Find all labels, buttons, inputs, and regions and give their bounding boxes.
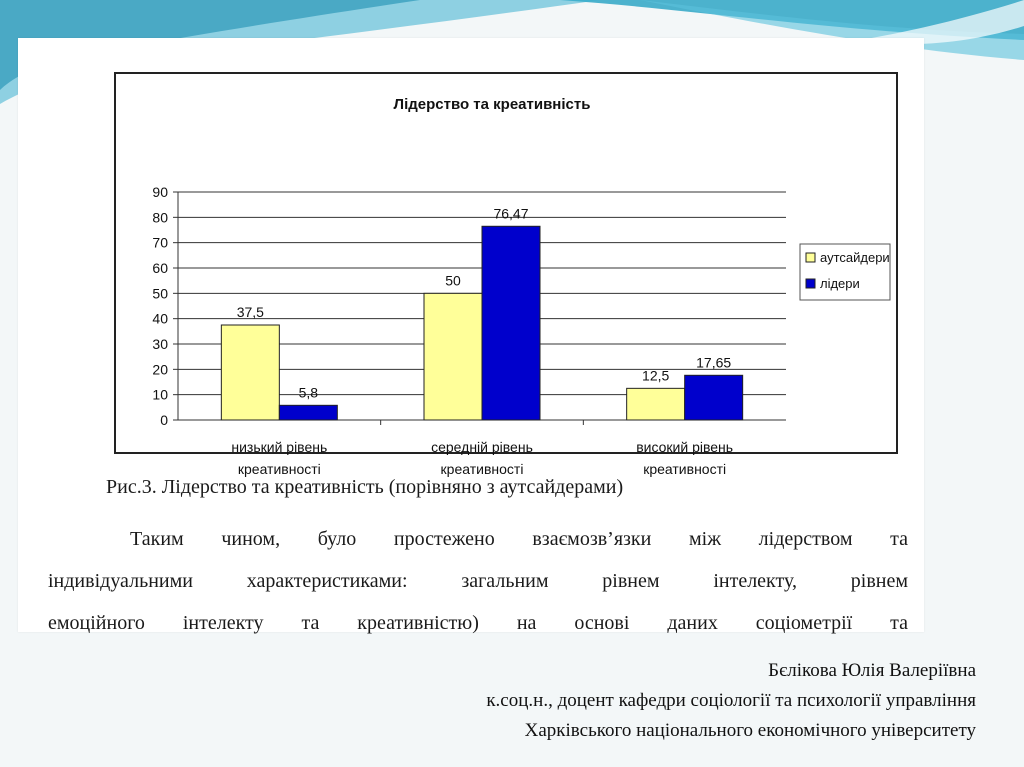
category-label: креативності (643, 461, 727, 477)
y-tick-label: 50 (152, 285, 168, 302)
document-page (18, 38, 924, 632)
data-label: 17,65 (696, 354, 732, 371)
y-tick-label: 30 (152, 336, 168, 352)
author-block (216, 656, 976, 746)
y-tick-label: 10 (152, 386, 168, 403)
bar-chart (116, 74, 896, 477)
body-line-1: Таким чином, було простежено взаємозв’язки між лідерством та (130, 528, 908, 550)
y-tick-label: 80 (152, 209, 168, 226)
category-label: креативності (237, 461, 321, 477)
body-line-2: індивідуальними характеристиками: загальним рівнем інтелекту, рівнем (48, 570, 908, 592)
chart-legend (800, 244, 890, 300)
figure-caption: Рис.3. Лідерство та креативність (порівняно з аутсайдерами) (106, 476, 624, 498)
data-label: 5,8 (298, 384, 319, 401)
y-tick-label: 40 (152, 310, 168, 327)
y-tick-label: 70 (152, 234, 168, 251)
y-tick-label: 90 (152, 184, 168, 200)
author-name: Бєлікова Юлія Валеріївна (768, 660, 976, 681)
data-label: 50 (445, 272, 461, 289)
y-axis-ticks (152, 184, 178, 428)
chart-frame (114, 72, 898, 477)
body-line-3: емоційного інтелекту та креативністю) на основі даних соціометрії та (48, 612, 908, 634)
bar-outsiders (221, 325, 279, 420)
data-label: 76,47 (493, 205, 529, 222)
bar-leaders (279, 405, 337, 420)
y-tick-label: 20 (152, 361, 168, 378)
category-label: низький рівень (231, 439, 328, 455)
author-university: Харківського національного економічного університету (524, 720, 976, 741)
bar-outsiders (627, 388, 685, 420)
bar-outsiders (424, 293, 482, 420)
chart-title: Лідерство та креативність (393, 96, 591, 113)
y-tick-label: 60 (152, 260, 168, 276)
category-label: середній рівень (431, 439, 533, 455)
legend-swatch (806, 253, 815, 262)
bar-leaders (482, 226, 540, 420)
data-label: 12,5 (642, 367, 670, 384)
category-label: високий рівень (636, 439, 734, 455)
author-position: к.соц.н., доцент кафедри соціології та психології управління (486, 690, 976, 711)
y-tick-label: 0 (160, 412, 168, 428)
body-paragraph (48, 518, 908, 644)
category-label: креативності (440, 461, 524, 477)
bar-leaders (685, 375, 743, 420)
legend-label: лідери (820, 276, 860, 291)
data-label: 37,5 (236, 304, 264, 320)
legend-label: аутсайдери (820, 250, 890, 265)
legend-swatch (806, 279, 815, 288)
x-axis-categories (231, 439, 733, 477)
